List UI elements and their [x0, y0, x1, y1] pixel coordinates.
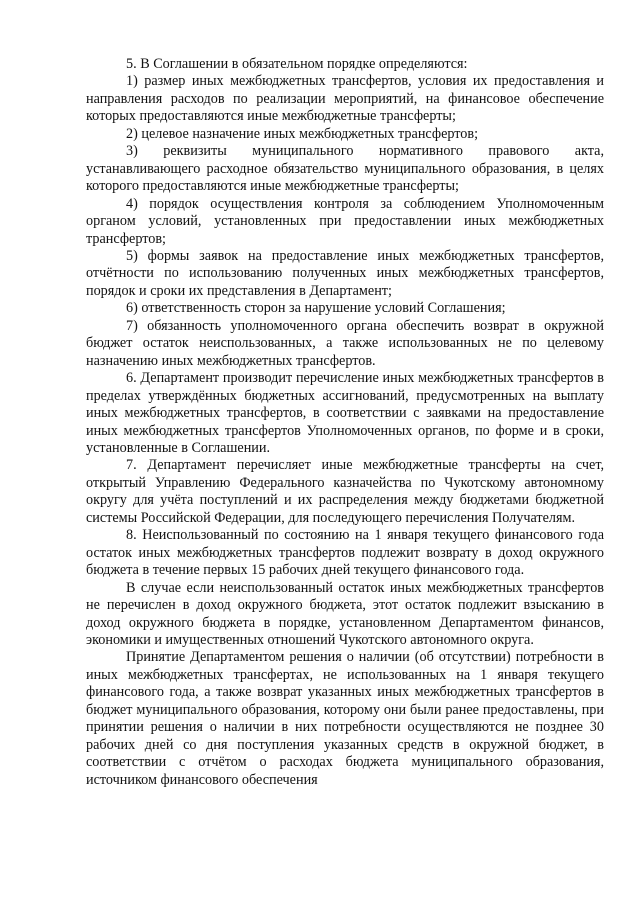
paragraph-item-5-2: 2) целевое назначение иных межбюджетных трансфертов; — [126, 125, 479, 142]
paragraph-item-7: 7. Департамент перечисляет иные межбюджетные трансферты на счет, открытый Управлению Федерального казначейства по Чукотскому автономному округу для учёта поступлений и их распределения между бюджетами бюджетной системы Российской Федерации, для последующего перечисления Получателям. — [86, 457, 604, 526]
paragraph-item-5-5: 5) формы заявок на предоставление иных межбюджетных трансфертов, отчётности по использованию полученных иных межбюджетных трансфертов, порядок и сроки их представления в Департамент; — [86, 247, 604, 299]
paragraph-item-5-heading: 5. В Соглашении в обязательном порядке определяются: — [126, 56, 468, 72]
paragraph-item-5-6: 6) ответственность сторон за нарушение условий Соглашения; — [126, 300, 506, 317]
paragraph-item-8: 8. Неиспользованный по состоянию на 1 января текущего финансового года остаток иных межбюджетных трансфертов подлежит возврату в доход окружного бюджета в течение первых 15 рабочих дней текущего финансового года. — [86, 527, 604, 579]
paragraph-item-5-3: 3) реквизиты муниципального нормативного правового акта, устанавливающего расходное обязательство муниципального образования, в целях которого предоставляются иные межбюджетные трансферты; — [86, 143, 604, 195]
document-body — [86, 56, 604, 789]
paragraph-item-5-4: 4) порядок осуществления контроля за соблюдением Уполномоченным органом условий, установленных при предоставлении иных межбюджетных трансфертов; — [86, 195, 604, 247]
paragraph-item-6: 6. Департамент производит перечисление иных межбюджетных трансфертов в пределах утверждённых бюджетных ассигнований, предусмотренных на выплату иных межбюджетных трансфертов, в соответствии с заявками на предоставление иных межбюджетных трансфертов Уполномоченных органов, по форме и в сроки, установленные в Соглашении. — [86, 370, 604, 456]
paragraph-need-decision: Принятие Департаментом решения о наличии (об отсутствии) потребности в иных межбюджетных трансфертах, не использованных на 1 января текущего финансового года, а также возврат указанных иных межбюджетных трансфертов в бюджет муниципального образования, которому они были ранее предоставлены, при принятии решения о наличии в них потребности осуществляются не позднее 30 рабочих дней со дня поступления указанных средств в окружной бюджет, в соответствии с отчётом о расходах бюджета муниципального образования, источником финансового обеспечения — [86, 649, 604, 788]
paragraph-item-5-1: 1) размер иных межбюджетных трансфертов, условия их предоставления и направления расходов по реализации мероприятий, на финансовое обеспечение которых предоставляются иные межбюджетные трансферты; — [86, 73, 604, 125]
paragraph-item-5-7: 7) обязанность уполномоченного органа обеспечить возврат в окружной бюджет остаток неиспользованных, а также использованных не по целевому назначению иных межбюджетных трансфертов. — [86, 317, 604, 369]
paragraph-unspent-balance: В случае если неиспользованный остаток иных межбюджетных трансфертов не перечислен в доход окружного бюджета, этот остаток подлежит взысканию в доход окружного бюджета в порядке, установленном Департаментом финансов, экономики и имущественных отношений Чукотского автономного округа. — [86, 579, 604, 648]
